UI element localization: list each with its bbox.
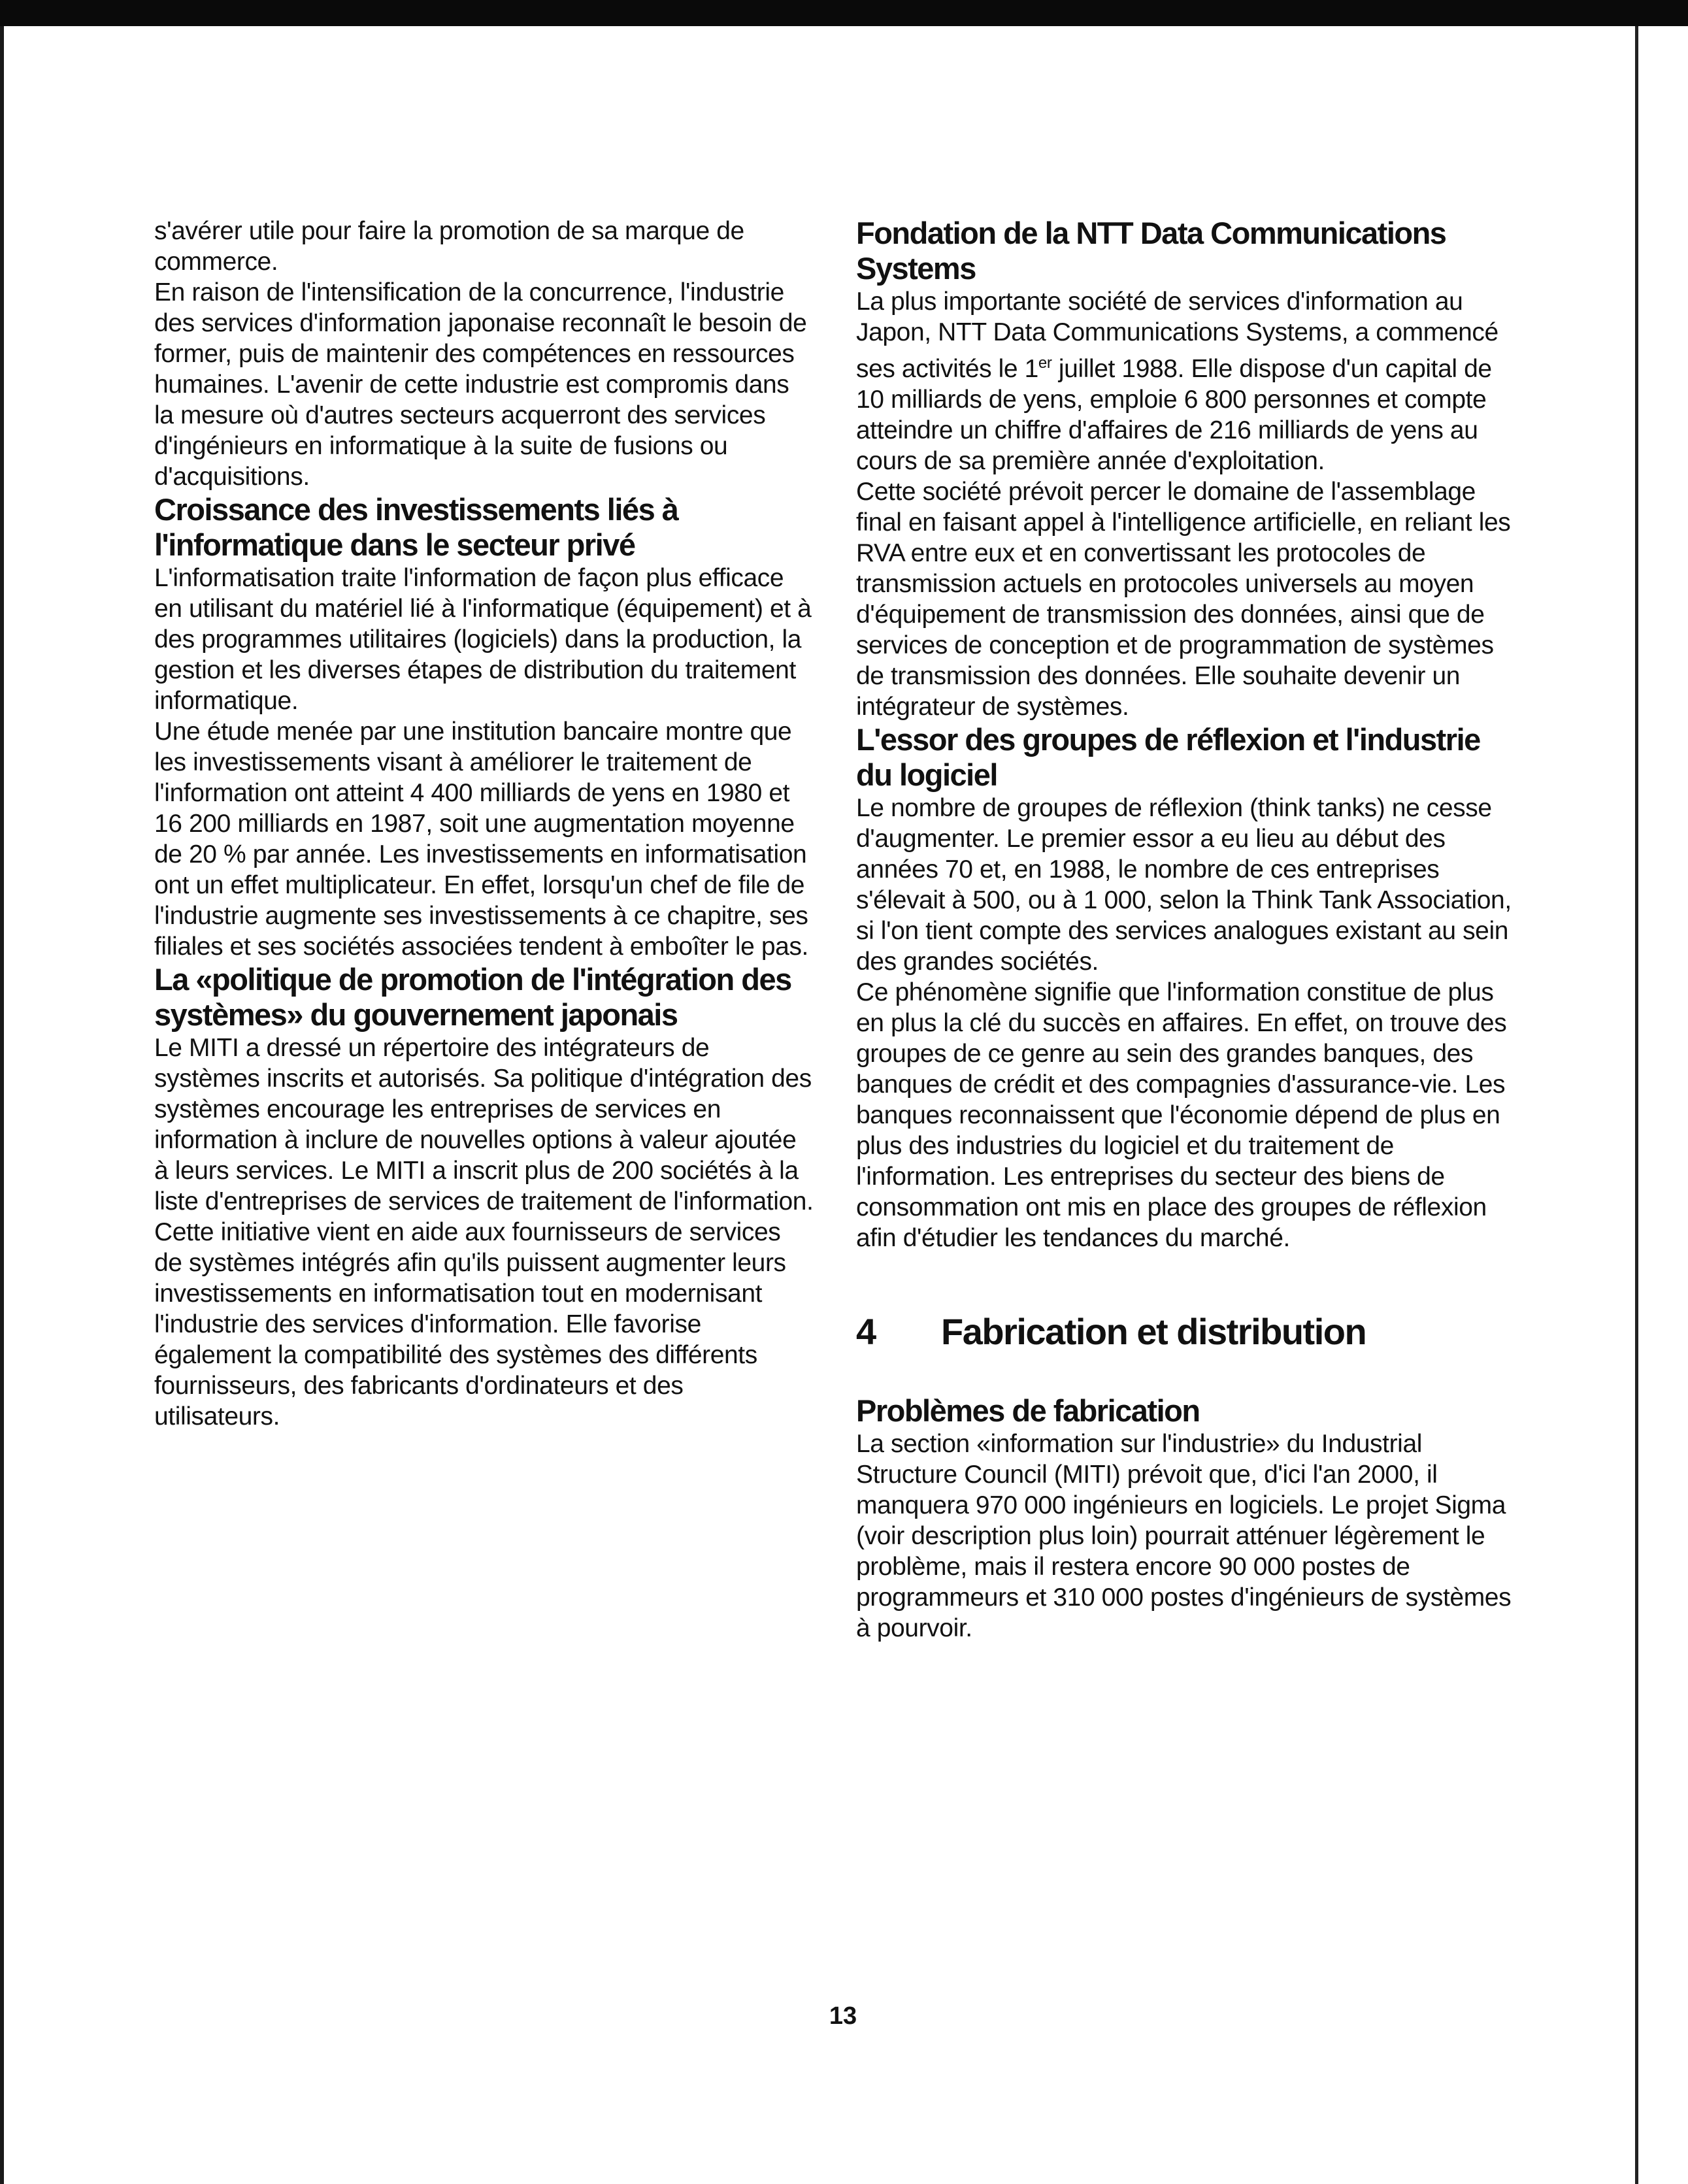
page-number: 13 <box>829 2002 857 2030</box>
paragraph-phenomenon: Ce phénomène signifie que l'information constitue de plus en plus la clé du succès en affaires. En effet, on trouve des groupes de ce genre au sein des grandes banques, des banques de crédit et des compagnies d'assurance-vie. Les banques reconnaissent que l'économie dépend de plus en plus des industries du logiciel et du traitement de l'information. Les entreprises du secteur des biens de consommation ont mis en place des groupes de réflexion afin d'étudier les tendances du marché. <box>856 978 1507 1252</box>
paragraph-ntt-plans: Cette société prévoit percer le domaine de l'assemblage final en faisant appel à l'intelligence artificielle, en reliant les RVA entre eux et en convertissant les protocoles de transmission actuels en protocoles universels au moyen d'équipement de transmission des données, ainsi que de services de conception et de programmation de systèmes de transmission des données. Elle souhaite devenir un intégrateur de systèmes. <box>856 478 1511 721</box>
heading-private-sector-investment: Croissance des investissements liés à l'informatique dans le secteur privé <box>154 492 678 562</box>
paragraph-ntt-data <box>856 286 1516 476</box>
paragraph-miti-directory: Le MITI a dressé un répertoire des intégrateurs de systèmes inscrits et autorisés. Sa politique d'intégration des systèmes encourage les entreprises de services en information à inclure de nouvelles options à valeur ajoutée à leurs services. Le MITI a inscrit plus de 200 sociétés à la liste d'entreprises de services de traitement de l'information. <box>154 1034 814 1216</box>
paragraph-engineer-shortage: La section «information sur l'industrie» du Industrial Structure Council (MITI) prévoit que, d'ici l'an 2000, il manquera 970 000 ingénieurs en logiciels. Le projet Sigma (voir description plus loin) pourrait atténuer légèrement le problème, mais il restera encore 90 000 postes de programmeurs et 310 000 postes d'ingénieurs de systèmes à pourvoir. <box>856 1430 1512 1642</box>
ordinal-superscript: er <box>1038 354 1052 372</box>
scan-top-border <box>0 0 1688 26</box>
paragraph-trademark-continuation: s'avérer utile pour faire la promotion de sa marque de commerce. <box>154 217 744 276</box>
left-column <box>154 216 814 1432</box>
chapter-number: 4 <box>856 1311 876 1352</box>
ntt-text-before-sup: La plus importante société de services d'information au Japon, NTT Data Communications Systems, a commencé ses activités le 1 <box>856 288 1498 383</box>
heading-manufacturing-problems: Problèmes de fabrication <box>856 1393 1200 1428</box>
ntt-text-after-sup: juillet 1988. Elle dispose d'un capital de 10 milliards de yens, emploie 6 800 personnes et compte atteindre un chiffre d'affaires de 216 milliards de yens au cours de sa première année d'exploitation. <box>856 355 1492 475</box>
paragraph-initiative: Cette initiative vient en aide aux fournisseurs de services de systèmes intégrés afin qu'ils puissent augmenter leurs investissements en informatisation tout en modernisant l'industrie des services d'information. Elle favorise également la compatibilité des systèmes des différents fournisseurs, des fabricants d'ordinateurs et des utilisateurs. <box>154 1218 786 1431</box>
scan-left-border <box>0 26 4 2184</box>
scan-right-border <box>1635 26 1638 2184</box>
paragraph-bank-study: Une étude menée par une institution bancaire montre que les investissements visant à améliorer le traitement de l'information ont atteint 4 400 milliards de yens en 1980 et 16 200 milliards en 1987, soit une augmentation moyenne de 20 % par année. Les investissements en informatisation ont un effet multiplicateur. En effet, lorsqu'un chef de file de l'industrie augmente ses investissements à ce chapitre, ses filiales et ses sociétés associées tendent à emboîter le pas. <box>154 718 808 961</box>
paragraph-think-tank-count: Le nombre de groupes de réflexion (think tanks) ne cesse d'augmenter. Le premier essor a eu lieu au début des années 70 et, en 1988, le nombre de ces entreprises s'élevait à 500, ou à 1 000, selon la Think Tank Association, si l'on tient compte des services analogues existant au sein des grandes sociétés. <box>856 794 1512 976</box>
paragraph-computerization: L'informatisation traite l'information de façon plus efficace en utilisant du matériel lié à l'informatique (équipement) et à des programmes utilitaires (logiciels) dans la production, la gestion et les diverses étapes de distribution du traitement informatique. <box>154 564 812 715</box>
heading-integration-policy: La «politique de promotion de l'intégration des systèmes» du gouvernement japonais <box>154 962 791 1032</box>
right-column <box>856 216 1516 1644</box>
heading-ntt-data: Fondation de la NTT Data Communications Systems <box>856 216 1446 286</box>
chapter-title: Fabrication et distribution <box>941 1311 1366 1352</box>
paragraph-competition: En raison de l'intensification de la concurrence, l'industrie des services d'information japonaise reconnaît le besoin de former, puis de maintenir des compétences en ressources humaines. L'avenir de cette industrie est compromis dans la mesure où d'autres secteurs acquerront des services d'ingénieurs en informatique à la suite de fusions ou d'acquisitions. <box>154 278 807 491</box>
heading-think-tanks: L'essor des groupes de réflexion et l'industrie du logiciel <box>856 722 1480 792</box>
chapter-heading <box>856 1311 1516 1353</box>
